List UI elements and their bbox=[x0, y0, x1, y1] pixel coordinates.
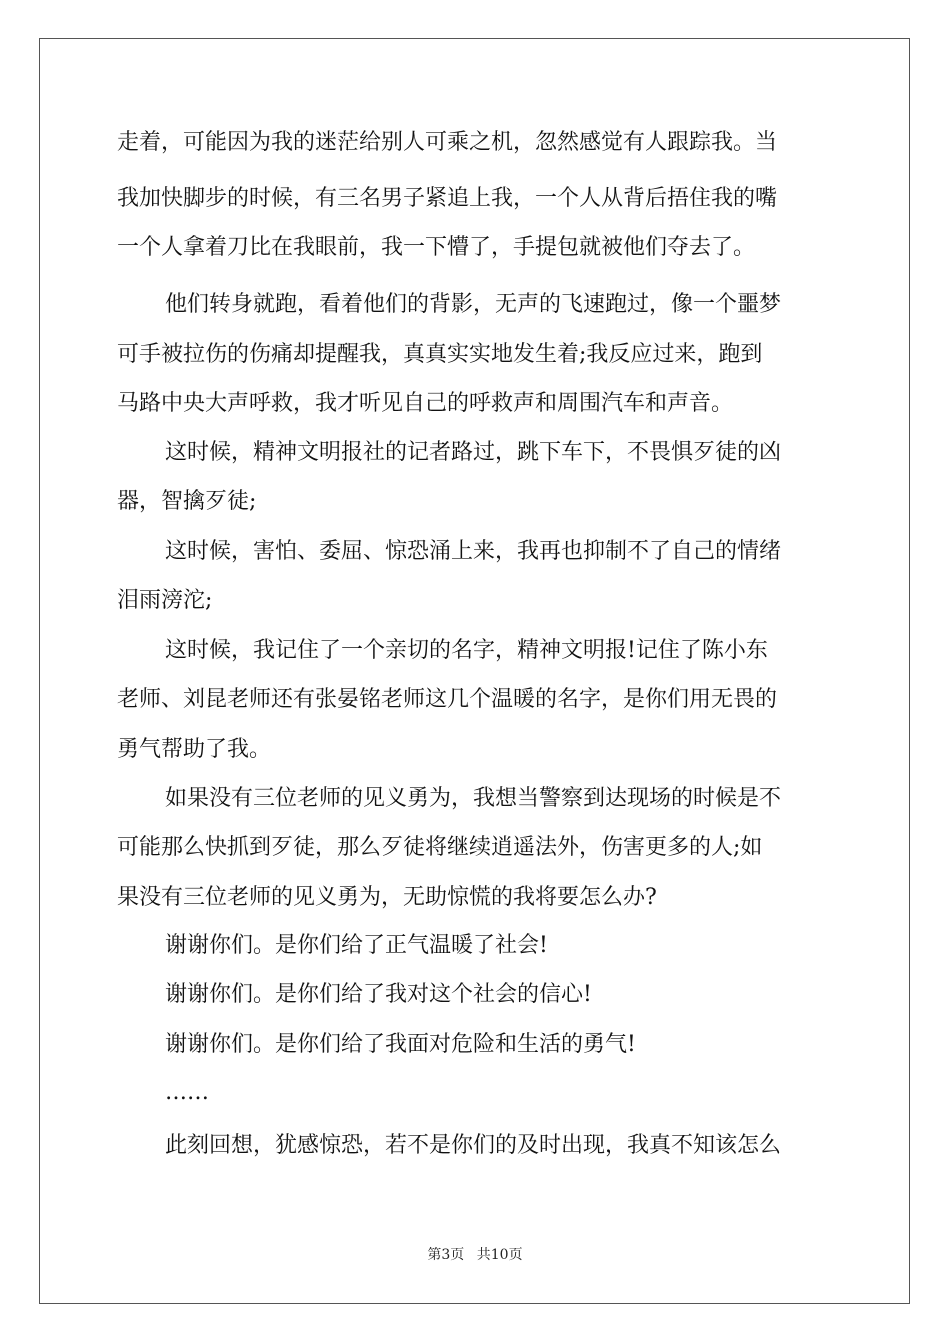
text-line: 勇气帮助了我。 bbox=[117, 737, 272, 762]
text-line: 一个人拿着刀比在我眼前，我一下懵了，手提包就被他们夺去了。 bbox=[117, 235, 756, 260]
text-line: 谢谢你们。是你们给了我对这个社会的信心! bbox=[165, 982, 592, 1007]
page-number: 第3页 bbox=[427, 1247, 465, 1263]
text-line: 马路中央大声呼救，我才听见自己的呼救声和周围汽车和声音。 bbox=[117, 391, 734, 416]
text-line: 果没有三位老师的见义勇为，无助惊慌的我将要怎么办? bbox=[117, 885, 657, 910]
text-line: 泪雨滂沱; bbox=[117, 588, 213, 613]
text-line: 谢谢你们。是你们给了正气温暖了社会! bbox=[165, 933, 548, 958]
text-line: 老师、刘昆老师还有张晏铭老师这几个温暖的名字，是你们用无畏的 bbox=[117, 687, 778, 712]
text-line: 器，智擒歹徒; bbox=[117, 489, 257, 514]
ellipsis: …… bbox=[165, 1080, 209, 1105]
text-line: 此刻回想，犹感惊恐，若不是你们的及时出现，我真不知该怎么 bbox=[165, 1133, 782, 1158]
page-footer bbox=[0, 1246, 950, 1264]
text-line: 这时候，精神文明报社的记者路过，跳下车下，不畏惧歹徒的凶 bbox=[165, 440, 782, 465]
text-line: 他们转身就跑，看着他们的背影，无声的飞速跑过，像一个噩梦 bbox=[165, 292, 782, 317]
text-line: 我加快脚步的时候，有三名男子紧追上我，一个人从背后捂住我的嘴 bbox=[117, 186, 778, 211]
text-line: 走着，可能因为我的迷茫给别人可乘之机，忽然感觉有人跟踪我。当 bbox=[117, 130, 778, 155]
text-line: 如果没有三位老师的见义勇为，我想当警察到达现场的时候是不 bbox=[165, 786, 782, 811]
page-border bbox=[39, 38, 910, 1304]
text-line: 可手被拉伤的伤痛却提醒我，真真实实地发生着;我反应过来，跑到 bbox=[117, 342, 763, 367]
text-line: 可能那么快抓到歹徒，那么歹徒将继续逍遥法外，伤害更多的人;如 bbox=[117, 835, 763, 860]
text-line: 谢谢你们。是你们给了我面对危险和生活的勇气! bbox=[165, 1032, 636, 1057]
text-line: 这时候，害怕、委屈、惊恐涌上来，我再也抑制不了自己的情绪 bbox=[165, 539, 782, 564]
text-line: 这时候，我记住了一个亲切的名字，精神文明报!记住了陈小东 bbox=[165, 638, 768, 663]
page-total: 共10页 bbox=[476, 1247, 523, 1263]
